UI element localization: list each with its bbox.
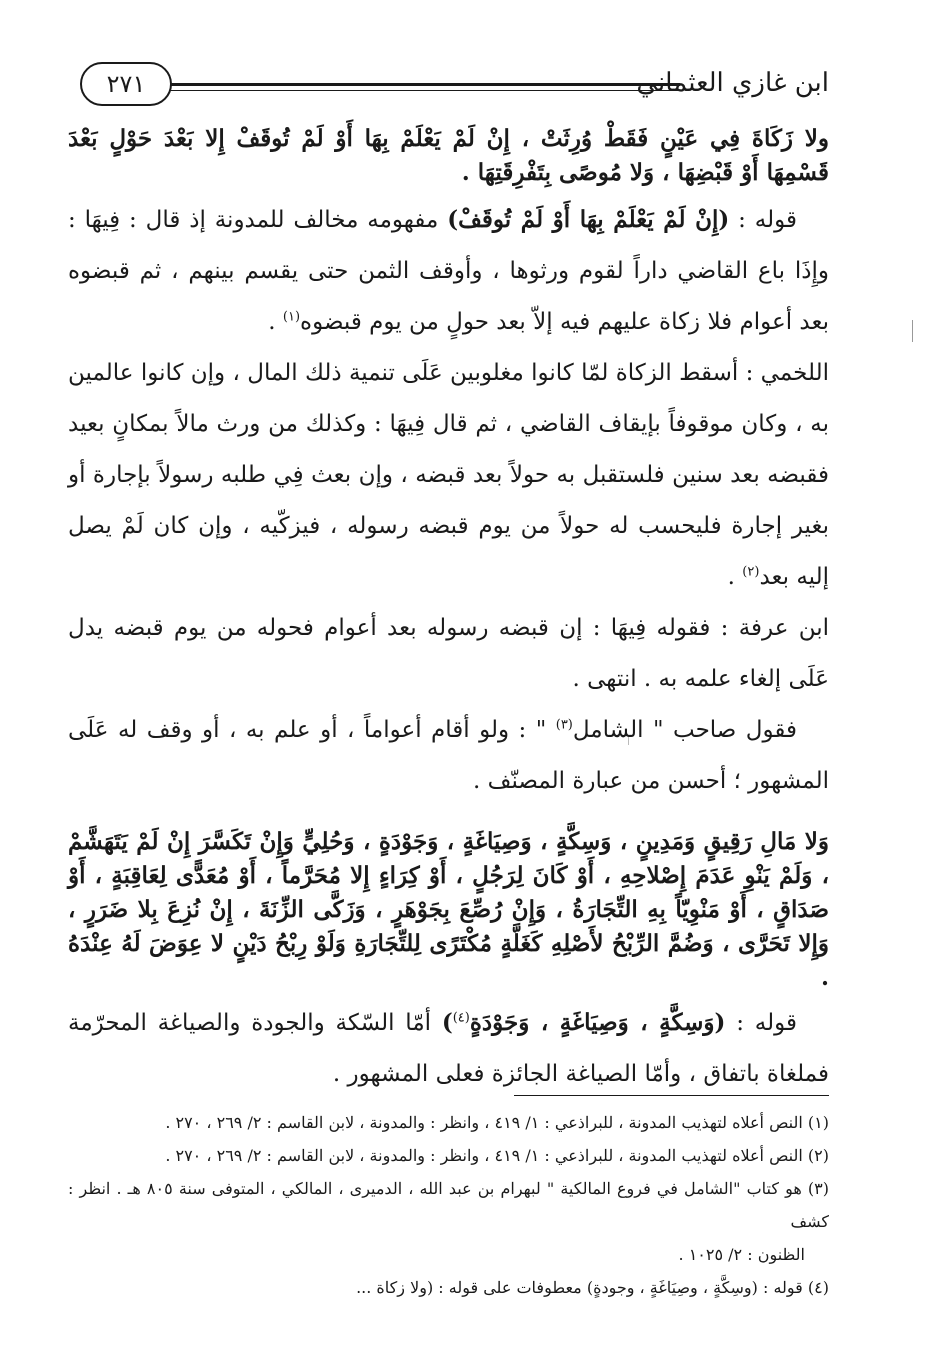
footnote-separator bbox=[514, 1095, 829, 1096]
header-rule-thin bbox=[150, 90, 680, 91]
commentary-text: اللخمي : أسقط الزكاة لمّا كانوا مغلوبين عَلَى تنمية ذلك المال ، وإن كانوا عالمين به ، وكان موقوفاً بإيقاف القاضي ، ثم قال فِيهَا : وكذلك من ورث مالاً بمكانٍ بعيد فقبضه بعد سنين فلستقبل به حولاً بعد قبضه ، وإن بعث فِي طلبه رسولاً بإجارة أو بغير إجارة فليحسب له حولاً من يوم قبضه رسوله ، فيزكّيه ، وإن كان لَمْ يصل إليه بعد bbox=[68, 360, 829, 590]
commentary-paragraph-3: ابن عرفة : فقوله فِيهَا : إن قبضه رسوله بعد أعوام فحوله من يوم قبضه يدل عَلَى إلغاء علمه به . انتهى . bbox=[68, 615, 829, 692]
commentary-end: . bbox=[727, 564, 743, 590]
matn-passage-2: وَلا مَالِ رَقِيقٍ وَمَدِينٍ ، وَسِكَّةٍ ، وَصِيَاغَةٍ ، وَجَوْدَةٍ ، وَحُلِيٍّ وَإِنْ تَكَسَّرَ إِنْ لَمْ يَتَهَشَّمْ ، وَلَمْ يَنْوِ عَدَمَ إِصْلاحِهِ ، أَوْ كَانَ لِرَجُلٍ ، أَوْ كِرَاءٍ إِلا مُحَرَّماً ، أَوْ مُعَدًّى لِعَاقِبَةٍ ، أَوْ صَدَاقٍ ، أَوْ مَنْوِيّاً بِهِ التِّجَارَةُ ، وَإِنْ رُصِّعَ بِجَوْهَرٍ ، وَزَكَّى الزِّنَةَ ، إِنْ نُزِعَ بِلا ضَرَرٍ ، وَإِلا تَحَرَّى ، وَضُمَّ الرِّبْحُ لأَصْلِهِ كَغَلَّةٍ مُكْتَرًى لِلتِّجَارَةِ وَلَوْ رِبْحُ دَيْنٍ لا عِوَضَ لَهُ عِنْدَهُ . bbox=[68, 828, 829, 991]
commentary-text: أمّا السّكة والجودة والصياغة المحرّمة فملغاة باتفاق ، وأمّا الصياغة الجائزة فعلى المشهور . bbox=[68, 1010, 829, 1087]
commentary-lead: قوله : bbox=[729, 207, 797, 233]
commentary-paragraph-4 bbox=[68, 705, 829, 807]
commentary-text: مفهومه مخالف للمدونة إذ قال : فِيهَا : وإِذَا باع القاضي داراً لقوم ورثوها ، وأوقف الثمن حتى يقسم بينهم ، ثم قبضوه بعد أعوام فلا زكاة عليهم فيه إلاّ بعد حولٍ من يوم قبضوه bbox=[68, 207, 829, 335]
footnote-3: (٣) هو كتاب "الشامل في فروع المالكية " لبهرام بن عبد الله ، الدميرى ، المالكي ، المتوفى سنة ٨٠٥ هـ . انظر : كشف bbox=[68, 1179, 830, 1231]
margin-mark bbox=[912, 320, 913, 342]
quoted-matn: (وَسِكَّةٍ ، وَصِيَاغَةٍ ، وَجَوْدَةٍ bbox=[469, 1009, 726, 1036]
footnote-ref-4: (٤) bbox=[452, 1010, 470, 1026]
commentary-text: فقول صاحب " الشامل bbox=[572, 717, 797, 743]
commentary-end: . bbox=[268, 309, 283, 335]
footnote-4: (٤) قوله : (وسِكَّةٍ ، وصِيَاغَةٍ ، وجودةٍ) معطوفات على قوله : (ولا زكاة ... bbox=[356, 1278, 829, 1297]
footnote-ref-3: (٣) bbox=[555, 717, 573, 733]
header-rule-thick bbox=[150, 83, 680, 86]
commentary-paragraph-1 bbox=[68, 194, 829, 348]
footnote-ref-2: (٢) bbox=[742, 564, 760, 580]
footnote-ref-1: (١) bbox=[282, 309, 301, 325]
footnote-3-continuation: الظنون : ٢/ ١٠٢٥ . bbox=[678, 1245, 805, 1264]
commentary-paragraph-5 bbox=[68, 997, 829, 1100]
running-head-author: ابن غازي العثماني bbox=[636, 68, 829, 98]
footnotes bbox=[68, 1106, 829, 1304]
main-text bbox=[68, 122, 829, 1100]
commentary-text: " : ولو أقام أعواماً ، أو علم به ، أو وقف له عَلَى المشهور ؛ أحسن من عبارة المصنّف . bbox=[68, 717, 829, 794]
quoted-matn-close: ) bbox=[441, 1009, 453, 1036]
matn-passage-1: ولا زَكَاةَ فِي عَيْنٍ فَقَطْ وُرِثَتْ ، إِنْ لَمْ يَعْلَمْ بِهَا أَوْ لَمْ تُوقَفْ إِلا بَعْدَ حَوْلٍ بَعْدَ قَسْمِهَا أَوْ قَبْضِهَا ، وَلا مُوصًى بِتَفْرِقَتِهَا . bbox=[68, 125, 829, 186]
commentary-paragraph-2 bbox=[68, 348, 829, 603]
page-number-badge: ٢٧١ bbox=[80, 62, 172, 106]
footnote-2: (٢) النص أعلاه لتهذيب المدونة ، للبراذعي : ١/ ٤١٩ ، وانظر : والمدونة ، لابن القاسم : ٢/ ٢٦٩ ، ٢٧٠ . bbox=[165, 1146, 829, 1165]
commentary-lead: قوله : bbox=[725, 1010, 797, 1036]
quoted-matn: (إِنْ لَمْ يَعْلَمْ بِهَا أَوْ لَمْ تُوقَفْ) bbox=[447, 206, 730, 233]
footnote-1: (١) النص أعلاه لتهذيب المدونة ، للبراذعي : ١/ ٤١٩ ، وانظر : والمدونة ، لابن القاسم : ٢/ ٢٦٩ ، ٢٧٠ . bbox=[165, 1113, 829, 1132]
